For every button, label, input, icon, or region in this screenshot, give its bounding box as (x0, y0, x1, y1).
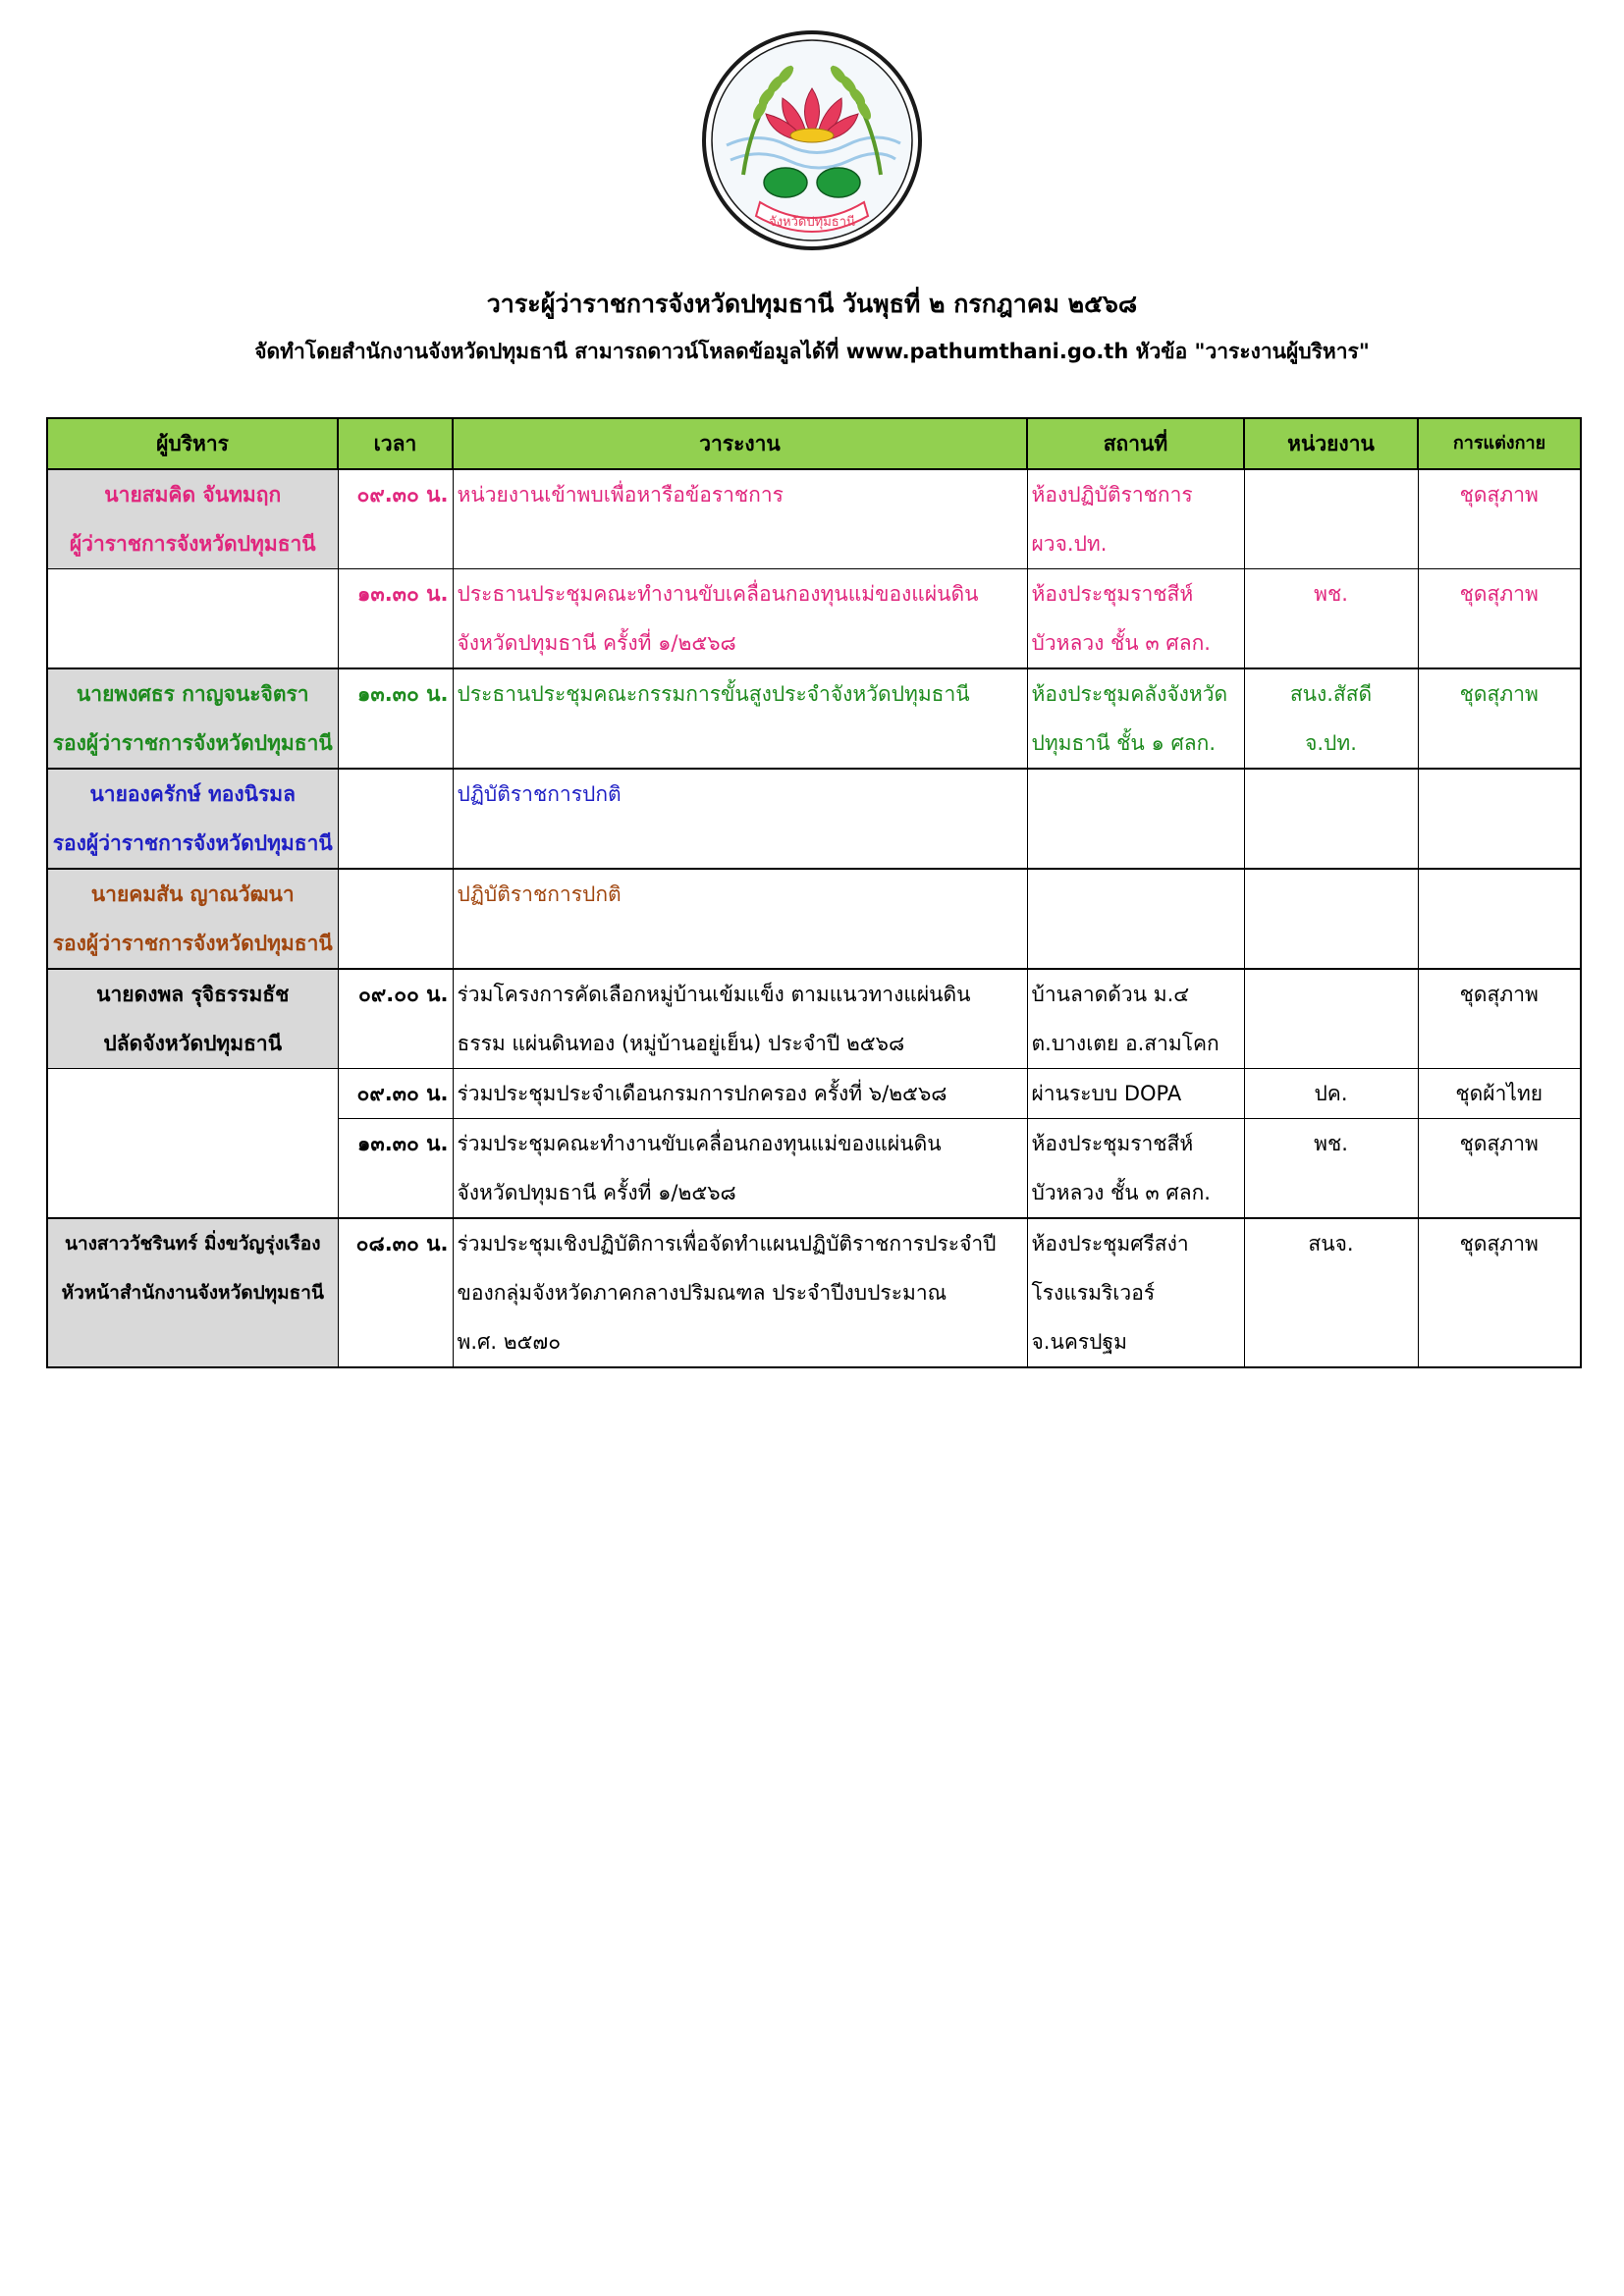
time-cell: ๑๓.๓๐ น. (338, 668, 453, 769)
column-header-dress: การแต่งกาย (1418, 418, 1581, 469)
agency-cell (1244, 869, 1418, 969)
time-cell: ๐๙.๓๐ น. (338, 1069, 453, 1119)
executive-name: นายองครักษ์ ทองนิรมล (89, 782, 297, 806)
executive-title: รองผู้ว่าราชการจังหวัดปทุมธานี (52, 731, 333, 755)
province-seal-logo (699, 27, 925, 253)
location-line: ห้องประชุมคลังจังหวัด (1031, 682, 1228, 706)
agenda-cell (453, 1119, 1027, 1219)
agenda-line: จังหวัดปทุมธานี ครั้งที่ ๑/๒๕๖๘ (457, 1181, 736, 1204)
dress-cell: ชุดสุภาพ (1418, 1119, 1581, 1219)
location-line: ต.บางเตย อ.สามโคก (1031, 1032, 1219, 1055)
agenda-line: ของกลุ่มจังหวัดภาคกลางปริมณฑล ประจำปีงบประมาณ (457, 1281, 947, 1305)
agenda-cell (453, 969, 1027, 1069)
agenda-cell: หน่วยงานเข้าพบเพื่อหารือข้อราชการ (453, 469, 1027, 569)
column-header-agency: หน่วยงาน (1244, 418, 1418, 469)
location-line: ผวจ.ปท. (1031, 532, 1108, 556)
time-cell: ๐๙.๓๐ น. (338, 469, 453, 569)
table-row (47, 969, 1581, 1069)
dress-cell: ชุดผ้าไทย (1418, 1069, 1581, 1119)
location-cell (1027, 969, 1244, 1069)
executive-cell (47, 569, 338, 669)
agency-cell (1244, 469, 1418, 569)
agency-cell: พช. (1244, 569, 1418, 669)
table-row (47, 1069, 1581, 1119)
executive-title: หัวหน้าสำนักงานจังหวัดปทุมธานี (61, 1282, 324, 1304)
dress-cell: ชุดสุภาพ (1418, 469, 1581, 569)
time-cell (338, 869, 453, 969)
executive-cell (47, 1069, 338, 1219)
column-header-agenda: วาระงาน (453, 418, 1027, 469)
location-cell (1027, 469, 1244, 569)
agency-cell (1244, 668, 1418, 769)
agency-line: สนง.สัสดี (1289, 682, 1373, 706)
column-header-location: สถานที่ (1027, 418, 1244, 469)
agenda-cell (453, 1218, 1027, 1367)
executive-name: นายพงศธร กาญจนะจิตรา (76, 682, 309, 706)
executive-cell (47, 1218, 338, 1367)
time-cell: ๐๘.๓๐ น. (338, 1218, 453, 1367)
agenda-cell: ปฏิบัติราชการปกติ (453, 869, 1027, 969)
schedule-table (46, 417, 1582, 1368)
agenda-cell: ปฏิบัติราชการปกติ (453, 769, 1027, 869)
agenda-line: ประธานประชุมคณะทำงานขับเคลื่อนกองทุนแม่ของแผ่นดิน (457, 582, 979, 606)
location-line: ห้องประชุมศรีสง่า (1031, 1232, 1189, 1255)
table-row (47, 869, 1581, 969)
location-line: บัวหลวง ชั้น ๓ ศลก. (1031, 1181, 1211, 1204)
dress-cell (1418, 869, 1581, 969)
seal-ribbon-text: จังหวัดปทุมธานี (769, 215, 855, 230)
table-row (47, 668, 1581, 769)
location-cell (1027, 569, 1244, 669)
table-row (47, 1218, 1581, 1367)
executive-cell (47, 668, 338, 769)
dress-cell (1418, 769, 1581, 869)
agenda-cell: ประธานประชุมคณะกรรมการขั้นสูงประจำจังหวัดปทุมธานี (453, 668, 1027, 769)
executive-title: ปลัดจังหวัดปทุมธานี (103, 1032, 283, 1055)
time-cell: ๑๓.๓๐ น. (338, 569, 453, 669)
location-line: บ้านลาดด้วน ม.๔ (1031, 983, 1190, 1006)
time-cell: ๑๓.๓๐ น. (338, 1119, 453, 1219)
agency-cell (1244, 769, 1418, 869)
table-row (47, 769, 1581, 869)
location-line: ห้องประชุมราชสีห์ (1031, 582, 1194, 606)
time-cell: ๐๙.๐๐ น. (338, 969, 453, 1069)
location-cell (1027, 1119, 1244, 1219)
page-title: วาระผู้ว่าราชการจังหวัดปทุมธานี วันพุธที่ ๒ กรกฎาคม ๒๕๖๘ (486, 290, 1138, 318)
agency-line: จ.ปท. (1305, 731, 1357, 755)
agenda-line: ร่วมโครงการคัดเลือกหมู่บ้านเข้มแข็ง ตามแนวทางแผ่นดิน (457, 983, 971, 1006)
table-row (47, 569, 1581, 669)
location-cell (1027, 668, 1244, 769)
executive-title: ผู้ว่าราชการจังหวัดปทุมธานี (69, 532, 316, 556)
executive-cell (47, 769, 338, 869)
executive-cell (47, 469, 338, 569)
table-row (47, 469, 1581, 569)
location-line: โรงแรมริเวอร์ (1031, 1281, 1156, 1305)
location-line: จ.นครปฐม (1031, 1330, 1127, 1354)
agenda-line: ร่วมประชุมคณะทำงานขับเคลื่อนกองทุนแม่ของแผ่นดิน (457, 1132, 942, 1155)
location-line: ปทุมธานี ชั้น ๑ ศลก. (1031, 731, 1217, 755)
table-header-row (47, 418, 1581, 469)
time-cell (338, 769, 453, 869)
agenda-line: ธรรม แผ่นดินทอง (หมู่บ้านอยู่เย็น) ประจำปี ๒๕๖๘ (457, 1032, 905, 1055)
agenda-line: ร่วมประชุมเชิงปฏิบัติการเพื่อจัดทำแผนปฏิบัติราชการประจำปี (457, 1232, 997, 1255)
executive-cell (47, 869, 338, 969)
agency-cell (1244, 969, 1418, 1069)
dress-cell: ชุดสุภาพ (1418, 969, 1581, 1069)
location-line: ห้องประชุมราชสีห์ (1031, 1132, 1194, 1155)
location-cell (1027, 1218, 1244, 1367)
location-cell (1027, 869, 1244, 969)
executive-title: รองผู้ว่าราชการจังหวัดปทุมธานี (52, 932, 333, 955)
location-cell: ผ่านระบบ DOPA (1027, 1069, 1244, 1119)
executive-name: นายสมคิด จันทมฤก (104, 483, 282, 507)
executive-cell (47, 969, 338, 1069)
column-header-executive: ผู้บริหาร (47, 418, 338, 469)
location-line: บัวหลวง ชั้น ๓ ศลก. (1031, 631, 1211, 655)
location-cell (1027, 769, 1244, 869)
page-subtitle: จัดทำโดยสำนักงานจังหวัดปทุมธานี สามารถดาวน์โหลดข้อมูลได้ที่ www.pathumthani.go.th หัวข้อ "วาระงานผู้บริหาร" (254, 340, 1370, 363)
agency-cell: สนจ. (1244, 1218, 1418, 1367)
executive-title: รองผู้ว่าราชการจังหวัดปทุมธานี (52, 831, 333, 855)
dress-cell: ชุดสุภาพ (1418, 569, 1581, 669)
location-line: ห้องปฏิบัติราชการ (1031, 483, 1193, 507)
agenda-line: พ.ศ. ๒๕๗๐ (457, 1330, 562, 1354)
agenda-line: จังหวัดปทุมธานี ครั้งที่ ๑/๒๕๖๘ (457, 631, 736, 655)
executive-name: นายคมสัน ญาณวัฒนา (90, 882, 295, 906)
executive-name: นางสาววัชรินทร์ มิ่งขวัญรุ่งเรือง (65, 1233, 321, 1255)
dress-cell: ชุดสุภาพ (1418, 668, 1581, 769)
agency-cell: พช. (1244, 1119, 1418, 1219)
agency-cell: ปค. (1244, 1069, 1418, 1119)
column-header-time: เวลา (338, 418, 453, 469)
agenda-cell (453, 569, 1027, 669)
dress-cell: ชุดสุภาพ (1418, 1218, 1581, 1367)
executive-name: นายดงพล รุจิธรรมธัช (96, 983, 290, 1006)
agenda-cell: ร่วมประชุมประจำเดือนกรมการปกครอง ครั้งที่ ๖/๒๕๖๘ (453, 1069, 1027, 1119)
